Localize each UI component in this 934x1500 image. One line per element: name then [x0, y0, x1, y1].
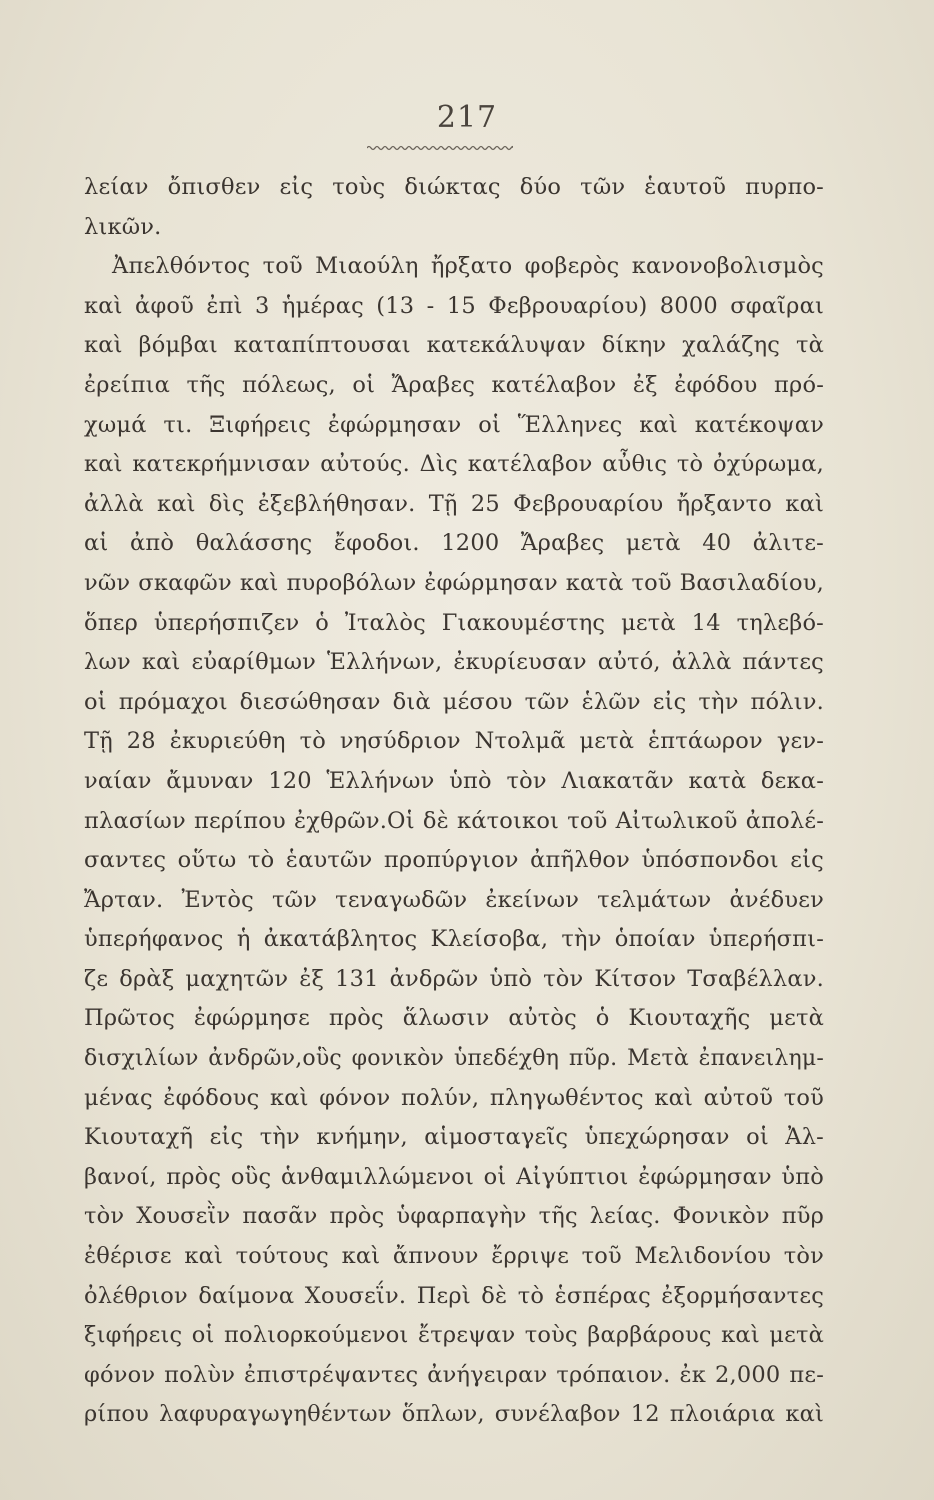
text-line: τὸν Χουσεῒν πασᾶν πρὸς ὑφαρπαγὴν τῆς λείας. Φονικὸν πῦρ [84, 1203, 824, 1230]
decorative-wavy-rule [367, 145, 513, 151]
text-line: Ἄρταν. Ἐντὸς τῶν τεναγωδῶν ἐκείνων τελμάτων ἀνέδυεν [84, 886, 824, 913]
text-line: ναίαν ἄμυναν 120 Ἑλλήνων ὑπὸ τὸν Λιακατᾶν κατὰ δεκα- [84, 767, 824, 794]
text-line: λων καὶ εὐαρίθμων Ἑλλήνων, ἐκυρίευσαν αὐτό, ἀλλὰ πάντες [84, 649, 824, 676]
text-line: φόνον πολὺν ἐπιστρέψαντες ἀνήγειραν τρόπαιον. ἐκ 2,000 πε- [84, 1361, 824, 1388]
text-line: ἐθέρισε καὶ τούτους καὶ ἄπνουν ἔρριψε τοῦ Μελιδονίου τὸν [84, 1243, 824, 1270]
text-line: καὶ κατεκρήμνισαν αὐτούς. Δὶς κατέλαβον αὖθις τὸ ὀχύρωμα, [84, 451, 824, 478]
text-line: ρίπου λαφυραγωγηθέντων ὅπλων, συνέλαβον 12 πλοιάρια καὶ [84, 1401, 824, 1428]
text-line: καὶ βόμβαι καταπίπτουσαι κατεκάλυψαν δίκην χαλάζης τὰ [84, 332, 824, 359]
text-line: καὶ ἀφοῦ ἐπὶ 3 ἡμέρας (13 - 15 Φεβρουαρίου) 8000 σφαῖραι [84, 292, 824, 319]
text-line: Πρῶτος ἐφώρμησε πρὸς ἅλωσιν αὐτὸς ὁ Κιουταχῆς μετὰ [84, 1005, 824, 1032]
text-line: Τῇ 28 ἐκυριεύθη τὸ νησύδριον Ντολμᾶ μετὰ ἑπτάωρον γεν- [84, 728, 824, 755]
text-line: λείαν ὄπισθεν εἰς τοὺς διώκτας δύο τῶν ἑαυτοῦ πυρπο- [84, 174, 824, 200]
text-line: σαντες οὕτω τὸ ἑαυτῶν προπύργιον ἀπῆλθον ὑπόσπονδοι εἰς [84, 847, 824, 874]
text-line: μένας ἐφόδους καὶ φόνον πολύν, πληγωθέντος καὶ αὐτοῦ τοῦ [84, 1084, 824, 1111]
text-line: οἱ πρόμαχοι διεσώθησαν διὰ μέσου τῶν ἑλῶν εἰς τὴν πόλιν. [84, 688, 824, 715]
text-line: ὅπερ ὑπερήσπιζεν ὁ Ἰταλὸς Γιακουμέστης μετὰ 14 τηλεβό- [84, 609, 824, 636]
text-line: δισχιλίων ἀνδρῶν,οὓς φονικὸν ὑπεδέχθη πῦρ. Μετὰ ἐπανειλημ- [84, 1046, 824, 1072]
text-line: βανοί, πρὸς οὓς ἁνθαμιλλώμενοι οἱ Αἰγύπτιοι ἐφώρμησαν ὑπὸ [84, 1163, 824, 1190]
text-line: ὑπερήφανος ἡ ἀκατάβλητος Κλείσοβα, τὴν ὁποίαν ὑπερήσπι- [84, 926, 824, 953]
text-line: Ἀπελθόντος τοῦ Μιαούλη ἤρξατο φοβερὸς κανονοβολισμὸς [112, 253, 824, 280]
text-line: ἀλλὰ καὶ δὶς ἐξεβλήθησαν. Τῇ 25 Φεβρουαρίου ἤρξαντο καὶ [84, 490, 824, 517]
text-line: ξιφήρεις οἱ πολιορκούμενοι ἔτρεψαν τοὺς βαρβάρους καὶ μετὰ [84, 1322, 824, 1349]
text-line: χωμά τι. Ξιφήρεις ἐφώρμησαν οἱ Ἕλληνες καὶ κατέκοψαν [84, 411, 824, 438]
text-line: Κιουταχῆ εἰς τὴν κνήμην, αἱμοσταγεῖς ὑπεχώρησαν οἱ Ἀλ- [84, 1124, 824, 1151]
body-text [84, 168, 824, 1435]
text-line: πλασίων περίπου ἐχθρῶν.Οἱ δὲ κάτοικοι τοῦ Αἰτωλικοῦ ἀπολέ- [84, 807, 824, 834]
page-number: 217 [436, 100, 498, 135]
text-line: λικῶν. [84, 213, 162, 240]
text-line: ἐρείπια τῆς πόλεως, οἱ Ἄραβες κατέλαβον ἐξ ἐφόδου πρό- [84, 371, 824, 398]
text-line: ὀλέθριον δαίμονα Χουσεΐν. Περὶ δὲ τὸ ἑσπέρας ἐξορμήσαντες [84, 1282, 824, 1309]
text-line: ζε δρὰξ μαχητῶν ἐξ 131 ἀνδρῶν ὑπὸ τὸν Κίτσον Τσαβέλλαν. [84, 965, 824, 992]
text-line: αἱ ἀπὸ θαλάσσης ἔφοδοι. 1200 Ἄραβες μετὰ 40 ἀλιτε- [84, 530, 824, 557]
text-line: νῶν σκαφῶν καὶ πυροβόλων ἐφώρμησαν κατὰ τοῦ Βασιλαδίου, [84, 569, 824, 596]
